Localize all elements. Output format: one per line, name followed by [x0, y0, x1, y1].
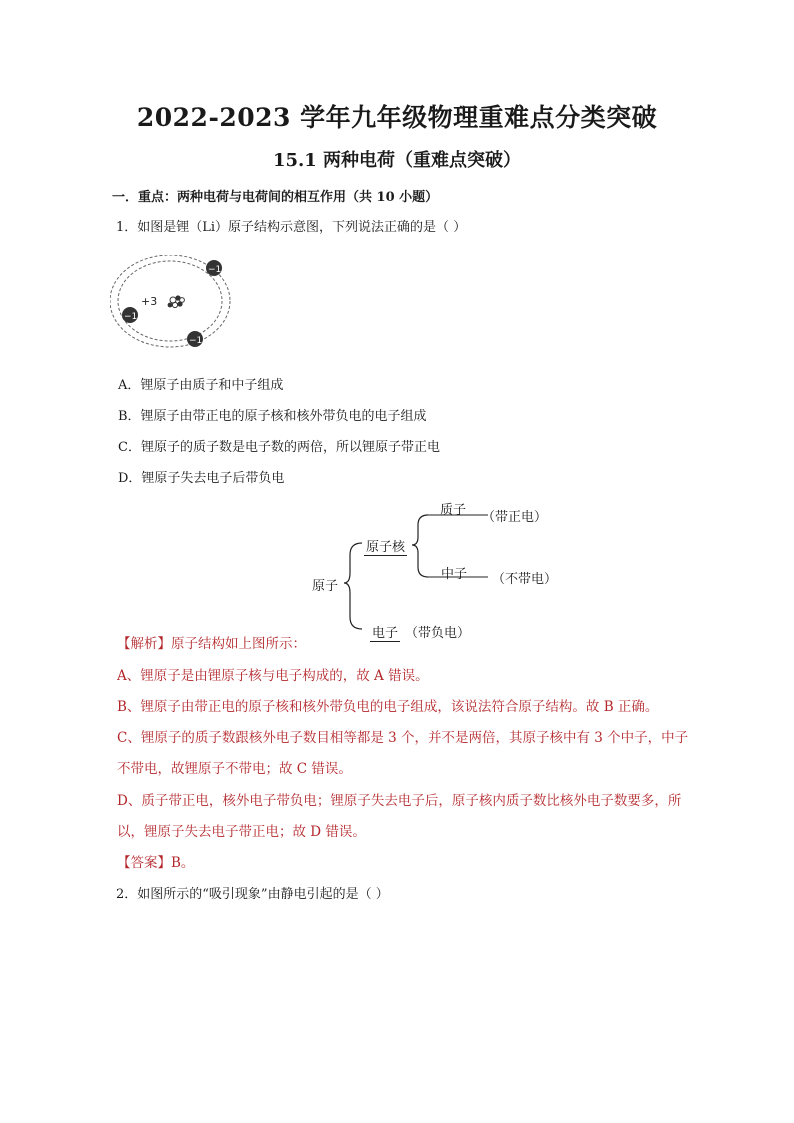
nucleus-brace: [412, 515, 428, 577]
analysis-intro-text: 原子结构如上图所示：: [171, 636, 306, 652]
electron-node: [370, 622, 400, 641]
analysis-line: B、锂原子由带正电的原子核和核外带负电的电子组成，该说法符合原子结构。故 B 正确。: [117, 699, 659, 715]
section-heading: 一．重点：两种电荷与电荷间的相互作用（共 10 小题）: [112, 190, 439, 205]
electron-left: [122, 307, 138, 323]
proton-label: 质子: [440, 503, 467, 518]
proton-note: （带正电）: [482, 510, 548, 525]
option-c: C．锂原子的质子数是电子数的两倍，所以锂原子带正电: [118, 440, 440, 455]
analysis-line: C、锂原子的质子数跟核外电子数目相等都是 3 个，并不是两倍，其原子核中有 3 个中子，中子: [117, 730, 689, 746]
option-b: B．锂原子由带正电的原子核和核外带负电的电子组成: [118, 409, 427, 424]
document-title: 2022-2023 学年九年级物理重难点分类突破: [136, 103, 658, 132]
electron-top-right: [206, 260, 222, 276]
lithium-atom-diagram: [110, 255, 235, 350]
neutron-label: 中子: [441, 567, 468, 582]
analysis-line: 以，锂原子失去电子带正电；故 D 错误。: [117, 824, 366, 840]
analysis-line: 不带电，故锂原子不带电；故 C 错误。: [117, 761, 352, 777]
nucleus-node: [364, 536, 407, 555]
nucleus-charge-label: +3: [141, 295, 158, 308]
svg-text:−1: −1: [124, 312, 138, 322]
analysis-line: D、质子带正电，核外电子带负电；锂原子失去电子后，原子核内质子数比核外电子数要多，所: [117, 793, 682, 809]
document-subtitle: 15.1 两种电荷（重难点突破）: [272, 150, 522, 171]
electron-note: （带负电）: [405, 626, 471, 641]
nucleus: [168, 295, 185, 307]
svg-text:−1: −1: [208, 265, 222, 275]
nucleus-label: 原子核: [366, 540, 406, 555]
analysis-tag: 【解析】: [117, 636, 171, 652]
atom-label: 原子: [312, 579, 339, 594]
analysis-line: A、锂原子是由锂原子核与电子构成的，故 A 错误。: [117, 668, 429, 684]
question-1-stem: 1．如图是锂（Li）原子结构示意图，下列说法正确的是（ ）: [116, 220, 467, 235]
answer-line: 【答案】B。: [117, 855, 195, 871]
electron-label: 电子: [372, 626, 399, 641]
root-brace: [344, 543, 362, 629]
option-a: A．锂原子由质子和中子组成: [118, 378, 284, 393]
question-2-stem: 2．如图所示的“吸引现象”由静电引起的是（ ）: [116, 887, 389, 902]
analysis-intro: [117, 632, 306, 652]
svg-text:−1: −1: [189, 336, 203, 346]
electron-bottom: [187, 331, 203, 347]
neutron-note: （不带电）: [492, 572, 558, 587]
option-d: D．锂原子失去电子后带负电: [118, 471, 285, 486]
